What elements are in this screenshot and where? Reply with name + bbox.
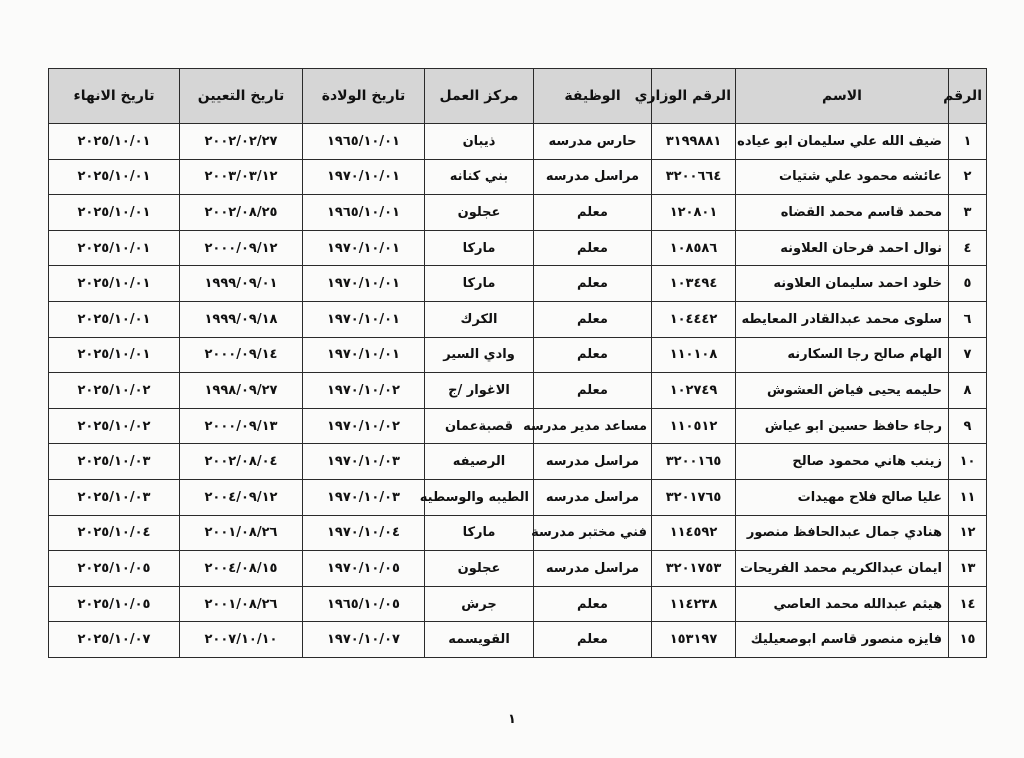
cell-workplace: الاغوار /ج (425, 373, 534, 409)
cell-ministry-number: ٣٢٠٠٦٦٤ (652, 159, 736, 195)
cell-appointment-date: ١٩٩٨/٠٩/٢٧ (180, 373, 303, 409)
cell-ministry-number: ٣١٩٩٨٨١ (652, 124, 736, 160)
cell-appointment-date: ١٩٩٩/٠٩/١٨ (180, 301, 303, 337)
cell-num: ١٢ (949, 515, 987, 551)
table-row (49, 515, 987, 551)
cell-num: ١ (949, 124, 987, 160)
cell-job: مراسل مدرسه (534, 479, 652, 515)
cell-end-date: ٢٠٢٥/١٠/٠٥ (49, 551, 180, 587)
cell-workplace: قصبةعمان (425, 408, 534, 444)
cell-end-date: ٢٠٢٥/١٠/٠١ (49, 301, 180, 337)
header-name: الاسم (736, 69, 949, 124)
cell-end-date: ٢٠٢٥/١٠/٠١ (49, 195, 180, 231)
cell-birth-date: ١٩٦٥/١٠/٠٥ (303, 586, 425, 622)
header-ministry-number: الرقم الوزاري (652, 69, 736, 124)
cell-name: عائشه محمود علي شتيات (736, 159, 949, 195)
cell-name: زينب هاني محمود صالح (736, 444, 949, 480)
page-number: ١ (508, 712, 516, 727)
cell-birth-date: ١٩٧٠/١٠/٠١ (303, 159, 425, 195)
table-row (49, 444, 987, 480)
cell-ministry-number: ١٠٢٧٤٩ (652, 373, 736, 409)
cell-job: حارس مدرسه (534, 124, 652, 160)
cell-num: ٦ (949, 301, 987, 337)
cell-workplace: ذيبان (425, 124, 534, 160)
table-row (49, 124, 987, 160)
cell-num: ١٤ (949, 586, 987, 622)
cell-end-date: ٢٠٢٥/١٠/٠٤ (49, 515, 180, 551)
cell-appointment-date: ٢٠٠١/٠٨/٢٦ (180, 515, 303, 551)
cell-appointment-date: ٢٠٠٠/٠٩/١٢ (180, 230, 303, 266)
cell-end-date: ٢٠٢٥/١٠/٠١ (49, 230, 180, 266)
cell-ministry-number: ٣٢٠١٧٦٥ (652, 479, 736, 515)
cell-end-date: ٢٠٢٥/١٠/٠٣ (49, 444, 180, 480)
cell-name: حليمه يحيى فياض العشوش (736, 373, 949, 409)
cell-ministry-number: ٣٢٠١٧٥٣ (652, 551, 736, 587)
cell-birth-date: ١٩٧٠/١٠/٠٤ (303, 515, 425, 551)
cell-end-date: ٢٠٢٥/١٠/٠٧ (49, 622, 180, 658)
cell-workplace: القويسمه (425, 622, 534, 658)
cell-job: مراسل مدرسه (534, 551, 652, 587)
cell-ministry-number: ١٠٣٤٩٤ (652, 266, 736, 302)
table-row (49, 195, 987, 231)
cell-num: ٨ (949, 373, 987, 409)
table-row (49, 301, 987, 337)
cell-appointment-date: ٢٠٠٢/٠٨/٢٥ (180, 195, 303, 231)
table-row (49, 230, 987, 266)
cell-workplace: الرصيفه (425, 444, 534, 480)
cell-job: معلم (534, 337, 652, 373)
header-num: الرقم (949, 69, 987, 124)
cell-workplace: وادي السير (425, 337, 534, 373)
cell-birth-date: ١٩٧٠/١٠/٠٢ (303, 408, 425, 444)
cell-appointment-date: ٢٠٠٧/١٠/١٠ (180, 622, 303, 658)
cell-num: ٩ (949, 408, 987, 444)
cell-num: ٢ (949, 159, 987, 195)
header-end-date: تاريخ الانهاء (49, 69, 180, 124)
cell-job: فني مختبر مدرسة (534, 515, 652, 551)
cell-workplace: الكرك (425, 301, 534, 337)
cell-workplace: عجلون (425, 551, 534, 587)
cell-appointment-date: ٢٠٠٤/٠٩/١٢ (180, 479, 303, 515)
cell-name: هنادي جمال عبدالحافظ منصور (736, 515, 949, 551)
table-header-row (49, 69, 987, 124)
cell-name: هيثم عبدالله محمد العاصي (736, 586, 949, 622)
table-body (49, 124, 987, 658)
cell-ministry-number: ٣٢٠٠١٦٥ (652, 444, 736, 480)
cell-job: معلم (534, 301, 652, 337)
cell-appointment-date: ١٩٩٩/٠٩/٠١ (180, 266, 303, 302)
cell-name: محمد قاسم محمد القضاه (736, 195, 949, 231)
table-row (49, 266, 987, 302)
cell-ministry-number: ١٠٤٤٤٢ (652, 301, 736, 337)
cell-birth-date: ١٩٦٥/١٠/٠١ (303, 195, 425, 231)
cell-end-date: ٢٠٢٥/١٠/٠١ (49, 124, 180, 160)
cell-workplace: عجلون (425, 195, 534, 231)
header-job: الوظيفة (534, 69, 652, 124)
cell-name: رجاء حافظ حسين ابو عياش (736, 408, 949, 444)
cell-ministry-number: ١١٤٥٩٢ (652, 515, 736, 551)
cell-job: معلم (534, 586, 652, 622)
table-row (49, 373, 987, 409)
cell-name: سلوى محمد عبدالقادر المعايطه (736, 301, 949, 337)
cell-num: ١٠ (949, 444, 987, 480)
cell-job: معلم (534, 622, 652, 658)
cell-ministry-number: ١١٠١٠٨ (652, 337, 736, 373)
cell-ministry-number: ١١٠٥١٢ (652, 408, 736, 444)
table-row (49, 337, 987, 373)
cell-ministry-number: ١٥٣١٩٧ (652, 622, 736, 658)
cell-workplace: ماركا (425, 266, 534, 302)
cell-end-date: ٢٠٢٥/١٠/٠٣ (49, 479, 180, 515)
cell-appointment-date: ٢٠٠٣/٠٣/١٢ (180, 159, 303, 195)
header-appointment-date: تاريخ التعيين (180, 69, 303, 124)
cell-appointment-date: ٢٠٠٢/٠٨/٠٤ (180, 444, 303, 480)
cell-end-date: ٢٠٢٥/١٠/٠٢ (49, 408, 180, 444)
header-workplace: مركز العمل (425, 69, 534, 124)
cell-birth-date: ١٩٧٠/١٠/٠٥ (303, 551, 425, 587)
cell-num: ١١ (949, 479, 987, 515)
cell-end-date: ٢٠٢٥/١٠/٠١ (49, 337, 180, 373)
cell-num: ٥ (949, 266, 987, 302)
cell-birth-date: ١٩٧٠/١٠/٠٣ (303, 444, 425, 480)
cell-appointment-date: ٢٠٠٠/٠٩/١٣ (180, 408, 303, 444)
cell-appointment-date: ٢٠٠٢/٠٢/٢٧ (180, 124, 303, 160)
cell-num: ٧ (949, 337, 987, 373)
document-page (48, 68, 986, 658)
cell-job: معلم (534, 230, 652, 266)
cell-workplace: ماركا (425, 230, 534, 266)
table-row (49, 622, 987, 658)
header-birth-date: تاريخ الولادة (303, 69, 425, 124)
cell-workplace: جرش (425, 586, 534, 622)
cell-name: ايمان عبدالكريم محمد الفريحات (736, 551, 949, 587)
cell-end-date: ٢٠٢٥/١٠/٠٢ (49, 373, 180, 409)
cell-num: ١٣ (949, 551, 987, 587)
cell-job: معلم (534, 266, 652, 302)
cell-name: نوال احمد فرحان العلاونه (736, 230, 949, 266)
cell-num: ٣ (949, 195, 987, 231)
cell-birth-date: ١٩٧٠/١٠/٠١ (303, 230, 425, 266)
cell-birth-date: ١٩٦٥/١٠/٠١ (303, 124, 425, 160)
table-row (49, 159, 987, 195)
cell-name: الهام صالح رجا السكارنه (736, 337, 949, 373)
cell-workplace: بني كنانه (425, 159, 534, 195)
cell-num: ١٥ (949, 622, 987, 658)
cell-name: عليا صالح فلاح مهيدات (736, 479, 949, 515)
cell-num: ٤ (949, 230, 987, 266)
cell-workplace: الطيبه والوسطيه (425, 479, 534, 515)
cell-ministry-number: ١١٤٢٣٨ (652, 586, 736, 622)
cell-workplace: ماركا (425, 515, 534, 551)
cell-job: مراسل مدرسه (534, 444, 652, 480)
cell-job: مساعد مدير مدرسه (534, 408, 652, 444)
cell-appointment-date: ٢٠٠١/٠٨/٢٦ (180, 586, 303, 622)
cell-birth-date: ١٩٧٠/١٠/٠٧ (303, 622, 425, 658)
cell-name: خلود احمد سليمان العلاونه (736, 266, 949, 302)
cell-ministry-number: ١٠٨٥٨٦ (652, 230, 736, 266)
table-row (49, 479, 987, 515)
cell-birth-date: ١٩٧٠/١٠/٠٣ (303, 479, 425, 515)
employee-table (48, 68, 987, 658)
cell-appointment-date: ٢٠٠٤/٠٨/١٥ (180, 551, 303, 587)
table-row (49, 551, 987, 587)
cell-end-date: ٢٠٢٥/١٠/٠١ (49, 159, 180, 195)
cell-job: معلم (534, 195, 652, 231)
cell-end-date: ٢٠٢٥/١٠/٠٥ (49, 586, 180, 622)
cell-birth-date: ١٩٧٠/١٠/٠١ (303, 337, 425, 373)
table-row (49, 586, 987, 622)
table-row (49, 408, 987, 444)
cell-birth-date: ١٩٧٠/١٠/٠١ (303, 301, 425, 337)
cell-job: معلم (534, 373, 652, 409)
cell-job: مراسل مدرسه (534, 159, 652, 195)
cell-end-date: ٢٠٢٥/١٠/٠١ (49, 266, 180, 302)
cell-name: فايزه منصور قاسم ابوصعيليك (736, 622, 949, 658)
cell-name: ضيف الله علي سليمان ابو عياده (736, 124, 949, 160)
cell-appointment-date: ٢٠٠٠/٠٩/١٤ (180, 337, 303, 373)
cell-birth-date: ١٩٧٠/١٠/٠٢ (303, 373, 425, 409)
cell-birth-date: ١٩٧٠/١٠/٠١ (303, 266, 425, 302)
cell-ministry-number: ١٢٠٨٠١ (652, 195, 736, 231)
